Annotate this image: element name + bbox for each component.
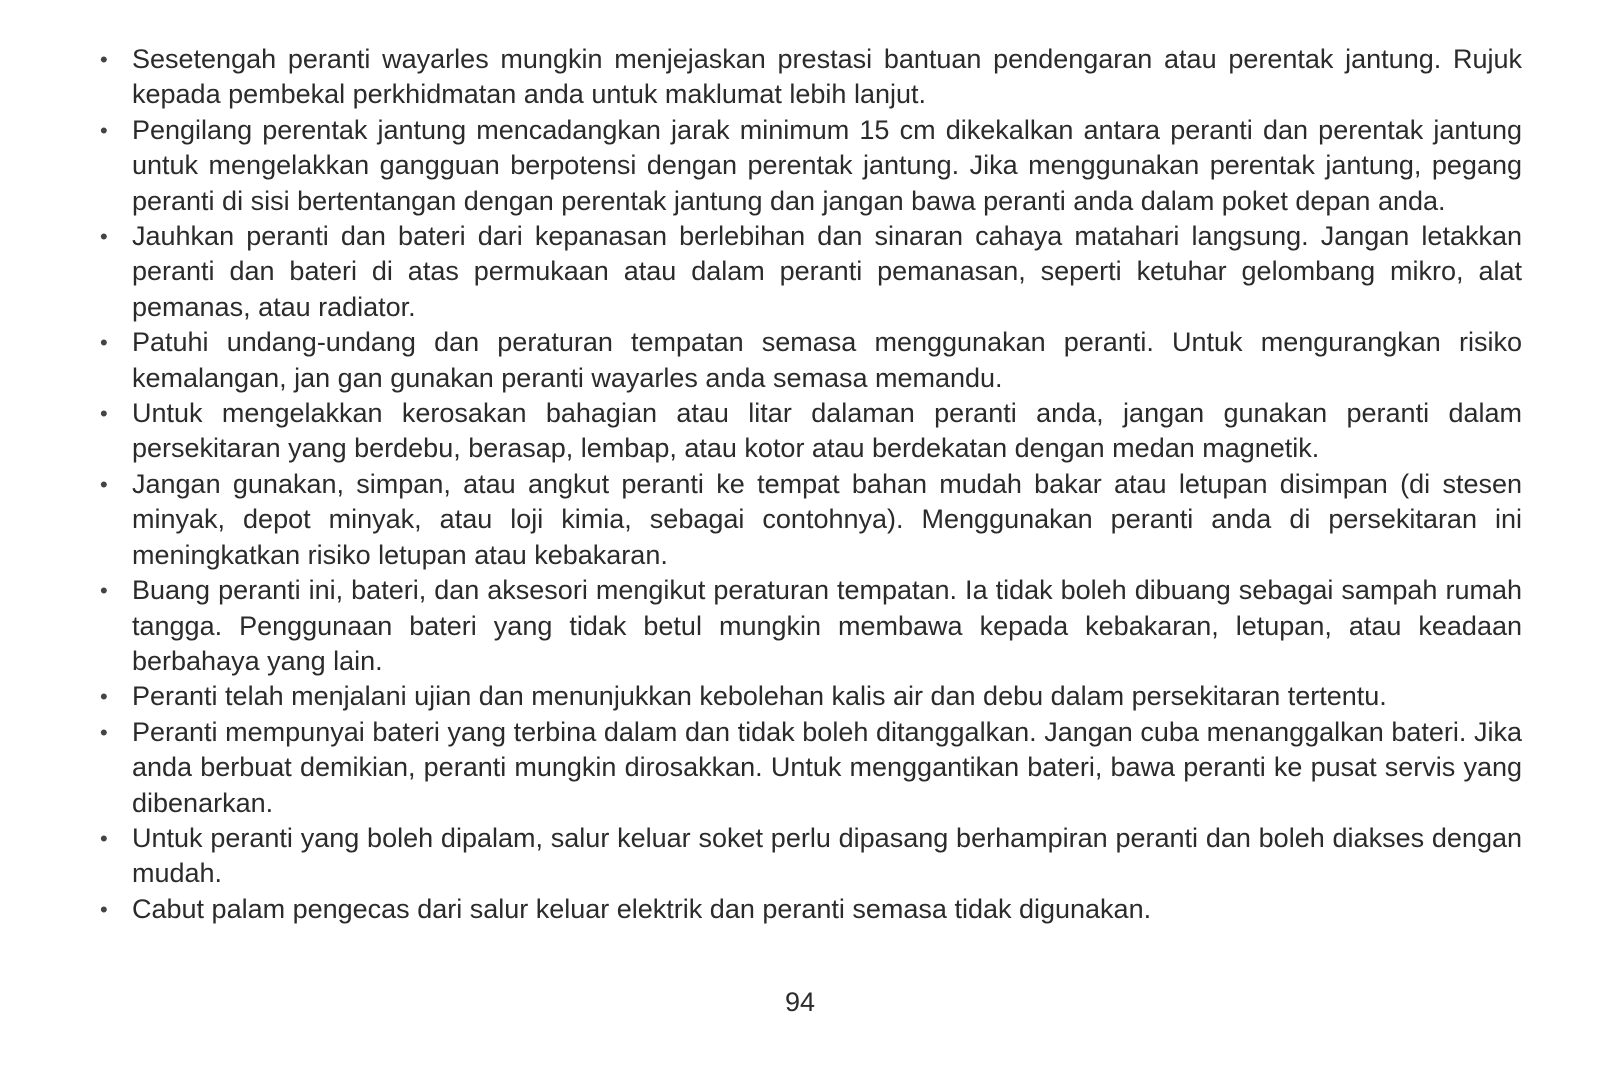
list-item-text: Patuhi undang-undang dan peraturan tempatan semasa menggunakan peranti. Untuk mengurangkan risiko kemalangan, jan gan gunakan peranti wayarles anda semasa memandu. [132, 327, 1522, 393]
list-item-text: Cabut palam pengecas dari salur keluar elektrik dan peranti semasa tidak digunakan. [132, 893, 1152, 924]
list-item [96, 892, 1522, 927]
list-item [96, 396, 1522, 467]
list-item [96, 113, 1522, 219]
list-item [96, 573, 1522, 679]
bullet-icon: • [100, 578, 108, 604]
list-item [96, 219, 1522, 325]
bullet-icon: • [100, 684, 108, 710]
list-item-text: Untuk mengelakkan kerosakan bahagian atau litar dalaman peranti anda, jangan gunakan peranti dalam persekitaran yang berdebu, berasap, lembap, atau kotor atau berdekatan dengan medan magnetik. [132, 398, 1522, 464]
list-item-text: Untuk peranti yang boleh dipalam, salur keluar soket perlu dipasang berhampiran peranti dan boleh diakses dengan mudah. [132, 822, 1522, 889]
page-number: 94 [784, 987, 816, 1017]
bullet-icon: • [100, 719, 108, 745]
list-item [96, 715, 1522, 821]
list-item-text: Pengilang perentak jantung mencadangkan jarak minimum 15 cm dikekalkan antara peranti dan perentak jantung untuk mengelakkan gangguan berpotensi dengan perentak jantung. Jika menggunakan perentak jantung, pegang peranti di sisi bertentangan dengan perentak jantung dan jangan bawa peranti anda dalam poket depan anda. [132, 114, 1522, 216]
list-item-text: Buang peranti ini, bateri, dan aksesori mengikut peraturan tempatan. Ia tidak boleh dibuang sebagai sampah rumah tangga. Penggunaan bateri yang tidak betul mungkin membawa kepada kebakaran, letupan, atau keadaan berbahaya yang lain. [132, 575, 1522, 676]
bullet-icon: • [100, 224, 108, 250]
list-item [96, 42, 1522, 113]
safety-bullet-list [96, 42, 1522, 927]
list-item [96, 467, 1522, 573]
bullet-icon: • [100, 47, 108, 72]
bullet-icon: • [100, 896, 108, 922]
bullet-icon: • [100, 401, 108, 427]
list-item-text: Peranti telah menjalani ujian dan menunjukkan kebolehan kalis air dan debu dalam persekitaran tertentu. [132, 681, 1387, 712]
bullet-icon: • [100, 117, 108, 143]
list-item-text: Jangan gunakan, simpan, atau angkut peranti ke tempat bahan mudah bakar atau letupan disimpan (di stesen minyak, depot minyak, atau loji kimia, sebagai contohnya). Menggunakan peranti anda di persekitaran ini meningkatkan risiko letupan atau kebakaran. [132, 468, 1522, 570]
list-item [96, 325, 1522, 396]
list-item-text: Peranti mempunyai bateri yang terbina dalam dan tidak boleh ditanggalkan. Jangan cuba menanggalkan bateri. Jika anda berbuat demikian, peranti mungkin dirosakkan. Untuk menggantikan bateri, bawa peranti ke pusat servis yang dibenarkan. [132, 716, 1522, 818]
list-item-text: Jauhkan peranti dan bateri dari kepanasan berlebihan dan sinaran cahaya matahari langsung. Jangan letakkan peranti dan bateri di atas permukaan atau dalam peranti pemanasan, seperti ketuhar gelombang mikro, alat pemanas, atau radiator. [132, 221, 1522, 322]
list-item-text: Sesetengah peranti wayarles mungkin menjejaskan prestasi bantuan pendengaran atau perentak jantung. Rujuk kepada pembekal perkhidmatan anda untuk maklumat lebih lanjut. [132, 44, 1522, 110]
bullet-icon: • [100, 330, 108, 356]
list-item [96, 821, 1522, 892]
bullet-icon: • [100, 471, 108, 497]
bullet-icon: • [100, 825, 108, 851]
list-item [96, 679, 1522, 714]
